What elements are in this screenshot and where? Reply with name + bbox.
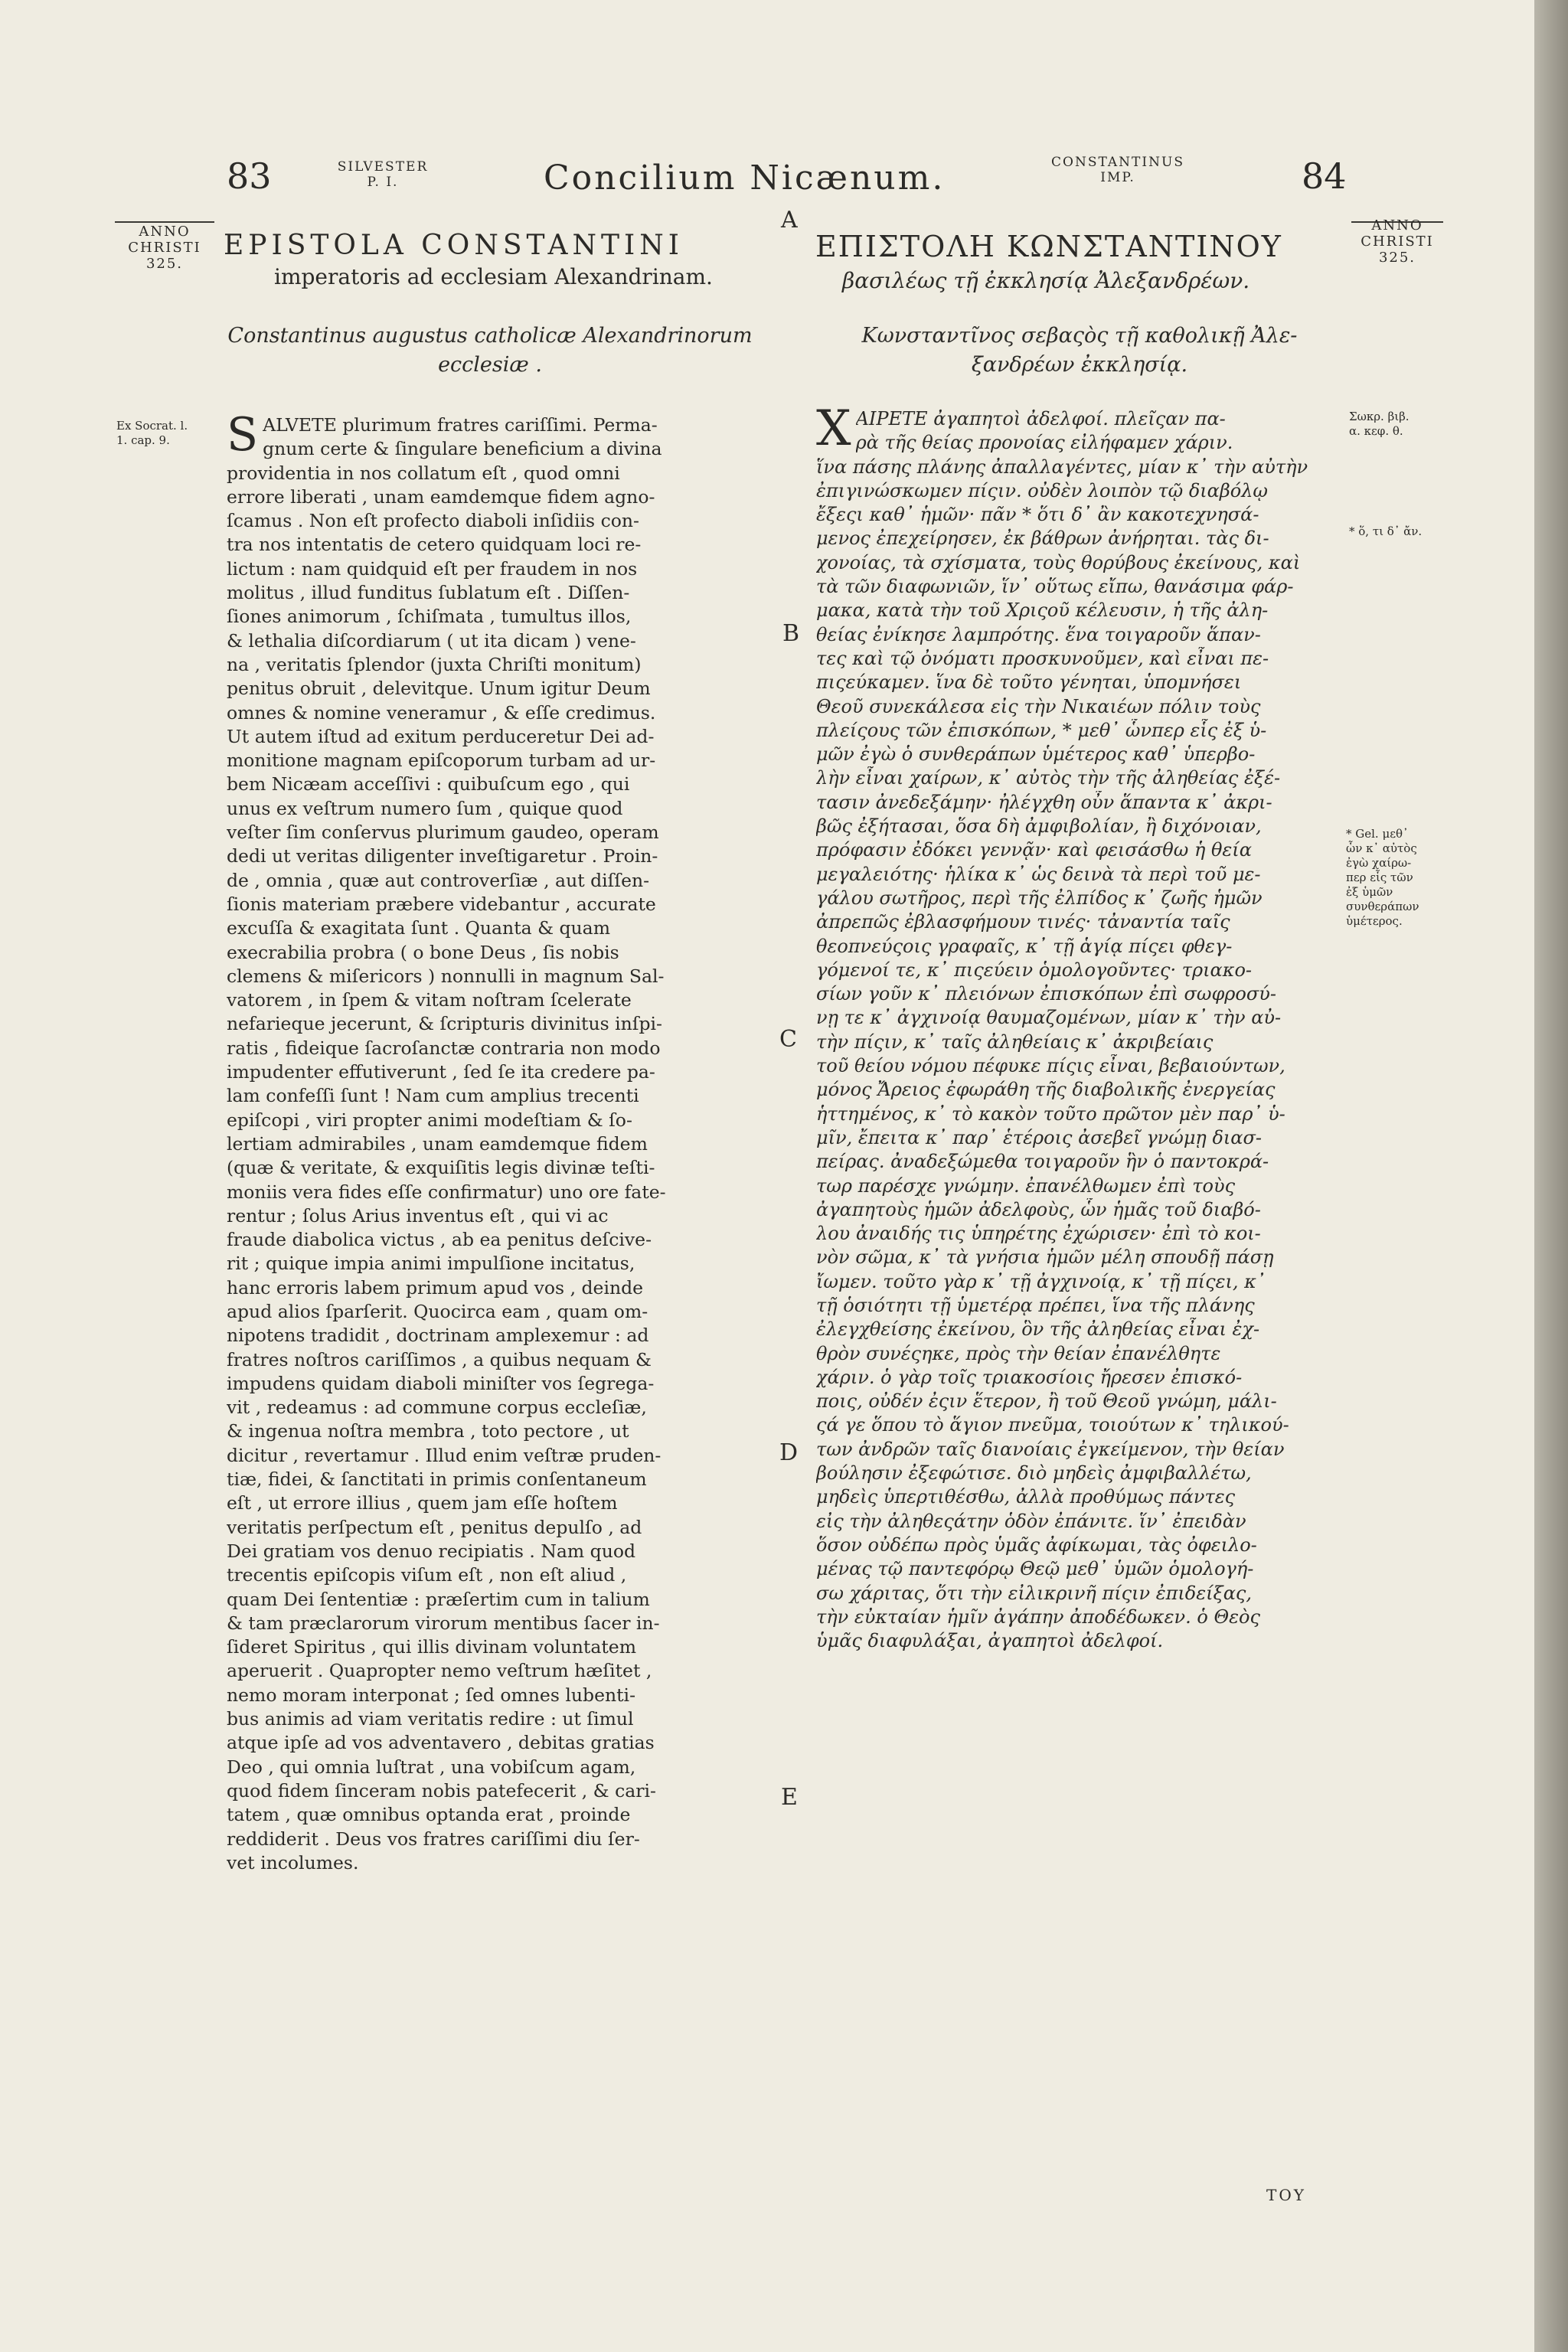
section-letter-b: B [782, 620, 800, 647]
latin-text-line: rentur ; ſolus Arius inventus eſt , qui vi ac [227, 1204, 609, 1227]
greek-text-line: σω χάριτας, ὅτι τὴν εἰλικρινῆ πίςιν ἐπιδείξας, [816, 1582, 1252, 1604]
right-margin-note-2-line: συνθεράπων [1346, 900, 1419, 913]
latin-text-line: ſionis materiam præbere videbantur , accurate [227, 893, 656, 915]
greek-text-line: μένας τῷ παντεφόρῳ Θεῷ μεθ᾽ ὑμῶν ὁμολογή- [816, 1558, 1254, 1580]
greek-text-line: μηδεὶς ὑπερτιθέσθω, ἀλλὰ προθύμως πάντες [816, 1486, 1236, 1508]
latin-dropcap: S [227, 408, 259, 462]
greek-text-line: πείρας. ἀναδεξώμεθα τοιγαροῦν ἣν ὁ παντοκρά- [816, 1151, 1269, 1173]
right-margin-note-2-line: περ εἷς τῶν [1346, 871, 1413, 884]
left-running-head-bottom: P. I. [367, 175, 399, 190]
right-anno-line: CHRISTI [1361, 234, 1434, 250]
greek-text-line: ρὰ τῆς θείας προνοίας εἰλήφαμεν χάριν. [855, 432, 1233, 454]
greek-text-line: λὴν εἶναι χαίρων, κ᾽ αὐτὸς τὴν τῆς ἀληθείας ἐξέ- [816, 767, 1281, 789]
latin-text-line: moniis vera fides eſſe confirmatur) uno ore fate- [227, 1181, 666, 1203]
greek-text-line: γάλου σωτῆρος, περὶ τῆς ἐλπίδος κ᾽ ζωῆς ἡμῶν [816, 887, 1263, 909]
latin-text-line: & tam præclarorum virorum mentibus ſacer in- [227, 1612, 660, 1634]
latin-text-line: na , veritatis ſplendor (juxta Chriſti monitum) [227, 653, 642, 675]
greek-text-line: μεγαλειότης· ἡλίκα κ᾽ ὡς δεινὰ τὰ περὶ τοῦ με- [816, 863, 1261, 885]
latin-text-line: nefarieque jecerunt, & ſcripturis divinitus inſpi- [227, 1013, 662, 1035]
right-margin-note-1: * ὅ, τι δ᾽ ἄν. [1349, 524, 1423, 538]
greek-text-line: ἀγαπητοὺς ἡμῶν ἀδελφοὺς, ὧν ἡμᾶς τοῦ διαβό- [816, 1198, 1261, 1220]
left-margin-source-line: Ex Socrat. l. [116, 419, 188, 433]
latin-text-line: fratres noſtros cariſſimos , a quibus nequam & [227, 1348, 652, 1370]
latin-text-line: monitione magnam epiſcoporum turbam ad ur- [227, 750, 656, 772]
greek-text-line: τῇ ὁσιότητι τῇ ὑμετέρᾳ πρέπει, ἵνα τῆς πλάνης [816, 1294, 1255, 1316]
right-running-head-bottom: IMP. [1100, 170, 1135, 185]
latin-text-line: execrabilia probra ( o bone Deus , ſis nobis [227, 941, 619, 963]
latin-text-line: quod fidem ſinceram nobis patefecerit , & cari- [227, 1779, 656, 1802]
greek-text-line: θείας ἐνίκησε λαμπρότης. ἕνα τοιγαροῦν ἅπαν- [816, 623, 1261, 645]
left-running-head-top: SILVESTER [337, 159, 429, 175]
latin-text-line: de , omnia , quæ aut controverſiæ , aut diſſen- [227, 869, 650, 891]
latin-text-line: ALVETE plurimum fratres cariſſimi. Perma- [263, 414, 658, 436]
greek-text-line: ἐλεγχθείσης ἐκείνου, ὃν τῆς ἀληθείας εἶναι ἐχ- [816, 1318, 1260, 1341]
greek-text-line: πρόφασιν ἐδόκει γεννᾷν· καὶ φεισάσθω ἡ θεία [816, 839, 1252, 861]
latin-text-line: lictum : nam quidquid eſt per fraudem in nos [227, 557, 638, 580]
latin-text-line: errore liberati , unam eamdemque fidem agno- [227, 485, 655, 508]
latin-text-line: ſideret Spiritus , qui illis divinam voluntatem [227, 1636, 636, 1658]
greek-text-line: τωρ παρέσχε γνώμην. ἐπανέλθωμεν ἐπὶ τοὺς [816, 1174, 1236, 1197]
greek-text-line: ὑμᾶς διαφυλάξαι, ἀγαπητοὶ ἀδελφοί. [816, 1630, 1164, 1652]
latin-address [214, 322, 766, 380]
greek-text-line: ἡττημένος, κ᾽ τὸ κακὸν τοῦτο πρῶτον μὲν παρ᾽ ὑ- [816, 1102, 1285, 1125]
latin-text-line: ſcamus . Non eſt profecto diaboli inſidiis con- [227, 510, 639, 532]
latin-text-line: aperuerit . Quapropter nemo veſtrum hæſitet , [227, 1660, 652, 1682]
right-margin-note-2-line: ὧν κ᾽ αὐτὸς [1346, 841, 1417, 855]
latin-heading: EPISTOLA CONSTANTINI [224, 230, 684, 261]
greek-text-line: μόνος Ἄρειος ἐφωράθη τῆς διαβολικῆς ἐνεργείας [816, 1079, 1276, 1101]
right-margin-source-line: Σωκρ. βιβ. [1349, 410, 1410, 423]
latin-text-line: providentia in nos collatum eſt , quod omni [227, 462, 620, 484]
greek-address [812, 322, 1348, 380]
right-anno-line: ANNO [1371, 217, 1423, 234]
latin-text-line: & lethalia diſcordiarum ( ut ita dicam ) vene- [227, 629, 636, 652]
greek-text-line: πλείςους τῶν ἐπισκόπων, * μεθ᾽ ὧνπερ εἷς ἐξ ὑ- [816, 719, 1267, 741]
greek-text-line: νῃ τε κ᾽ ἀγχινοίᾳ θαυμαζομένων, μίαν κ᾽ τὴν αὐ- [816, 1007, 1282, 1029]
latin-text-line: apud alios ſparſerit. Quocirca eam , quam om- [227, 1300, 648, 1322]
latin-text-line: reddiderit . Deus vos fratres cariſſimi diu ſer- [227, 1828, 640, 1850]
greek-text-line: θεοπνεύςοις γραφαῖς, κ᾽ τῇ ἁγίᾳ πίςει φθεγ- [816, 935, 1233, 957]
right-margin-note-2-line: ἐγὼ χαίρω- [1346, 856, 1412, 870]
greek-text-line: πιςεύκαμεν. ἵνα δὲ τοῦτο γένηται, ὑπομνήσει [816, 671, 1242, 694]
latin-text-line: dicitur , revertamur . Illud enim veſtræ pruden- [227, 1444, 662, 1466]
right-running-head [1034, 155, 1202, 185]
right-page-number: 84 [1302, 155, 1347, 197]
latin-text-line: trecentis epiſcopis viſum eſt , non eſt aliud , [227, 1564, 627, 1586]
greek-address-line: ξανδρέων ἐκκλησίᾳ. [971, 353, 1188, 377]
latin-text-line: atque ipſe ad vos adventavero , debitas gratias [227, 1732, 655, 1754]
running-title: Concilium Nicænum. [544, 158, 946, 198]
greek-heading: ΕΠΙΣΤΟΛΗ ΚΩΝΣΤΑΝΤΙΝΟΥ [815, 230, 1282, 263]
latin-text-line: vit , redeamus : ad commune corpus eccleſiæ, [227, 1396, 647, 1419]
latin-address-line: ecclesiæ . [438, 353, 542, 377]
left-anno [115, 224, 214, 272]
greek-text-line: χονοίας, τὰ σχίσματα, τοὺς θορύβους ἐκείνους, καὶ [816, 551, 1301, 573]
latin-text-line: molitus , illud funditus ſublatum eſt . Diſſen- [227, 582, 630, 604]
greek-text-line: μῶν ἐγὼ ὁ συνθεράπων ὑμέτερος καθ᾽ ὑπερβο- [816, 743, 1256, 766]
latin-text-line: tatem , quæ omnibus optanda erat , proinde [227, 1804, 631, 1826]
latin-text-line: ratis , fideique ſacroſanctæ contraria non modo [227, 1037, 661, 1059]
latin-text-line: gnum certe & ſingulare beneficium a divina [263, 438, 662, 460]
greek-text-line: βούλησιν ἐξεφώτισε. διὸ μηδεὶς ἀμφιβαλλέτω, [816, 1462, 1252, 1485]
greek-text-line: ποις, οὐδέν ἐςιν ἕτερον, ἢ τοῦ Θεοῦ γνώμη, μάλι- [816, 1390, 1277, 1413]
right-margin-note-2-line: ἐξ ὑμῶν [1346, 885, 1393, 899]
greek-text-line: ὅσον οὐδέπω πρὸς ὑμᾶς ἀφίκωμαι, τὰς ὀφειλο- [816, 1534, 1257, 1556]
latin-text-line: unus ex veſtrum numero ſum , quique quod [227, 797, 623, 819]
left-anno-line: CHRISTI [128, 240, 201, 256]
latin-text-line: (quæ & veritate, & exquiſitis legis divinæ teſti- [227, 1157, 655, 1179]
right-margin-note-2-line: * Gel. μεθ᾽ [1346, 827, 1409, 841]
latin-text-line: impudenter effutiverunt , ſed ſe ita credere pa- [227, 1061, 655, 1083]
greek-text-line: ἔξεςι καθ᾽ ἡμῶν· πᾶν * ὅτι δ᾽ ἂν κακοτεχνησά- [816, 504, 1259, 526]
latin-text-line: vatorem , in ſpem & vitam noſtram ſcelerate [227, 989, 632, 1011]
greek-dropcap: Χ [816, 400, 851, 457]
greek-text-line: μῖν, ἔπειτα κ᾽ παρ᾽ ἑτέροις ἀσεβεῖ γνώμῃ διασ- [816, 1126, 1262, 1148]
latin-text-line: bus animis ad viam veritatis redire : ut ſimul [227, 1708, 634, 1730]
latin-text-line: dedi ut veritas diligenter inveſtigaretur . Proin- [227, 845, 658, 867]
latin-text-line: tra nos intentatis de cetero quidquam loci re- [227, 534, 642, 556]
section-letter-a: A [781, 207, 798, 234]
latin-text-line: eſt , ut errore illius , quem jam eſſe hoſtem [227, 1492, 618, 1514]
latin-text-line: clemens & miſericors ) nonnulli in magnum Sal- [227, 965, 665, 987]
greek-text-line: ἀπρεπῶς ἐβλασφήμουν τινές· τἀναντία ταῖς [816, 911, 1230, 933]
section-letter-c: C [779, 1026, 797, 1053]
latin-text-line: omnes & nomine veneramur , & eſſe credimus. [227, 701, 656, 724]
latin-text-line: veritatis perſpectum eſt , penitus depulſo , ad [227, 1516, 642, 1538]
latin-address-line: Constantinus augustus catholicæ Alexandrinorum [227, 324, 753, 348]
greek-text-line: εἰς τὴν ἀληθεςάτην ὁδὸν ἐπάνιτε. ἵν᾽ ἐπειδὰν [816, 1510, 1246, 1532]
right-anno-line: 325. [1378, 250, 1416, 266]
left-margin-source-line: 1. cap. 9. [116, 433, 170, 447]
latin-text-line: rit ; quique impia animi impulſione incitatus, [227, 1253, 635, 1275]
latin-body [227, 408, 772, 1875]
right-margin-note-2 [1346, 827, 1419, 929]
latin-text-line: nipotens tradidit , doctrinam amplexemur : ad [227, 1325, 649, 1347]
greek-body [816, 400, 1349, 1653]
greek-text-line: μενος ἐπεχείρησεν, ἐκ βάθρων ἀνήρηται. τὰς δι- [816, 528, 1269, 550]
greek-text-line: τὴν εὐκταίαν ἡμῖν ἀγάπην ἀποδέδωκεν. ὁ Θεὸς [816, 1606, 1260, 1628]
section-letter-e: E [781, 1784, 798, 1811]
latin-text-line: hanc erroris labem primum apud vos , deinde [227, 1276, 644, 1298]
greek-text-line: ἵνα πάσης πλάνης ἀπαλλαγέντες, μίαν κ᾽ τὴν αὐτὴν [816, 456, 1308, 478]
latin-text-line: Deo , qui omnia luſtrat , una vobiſcum agam, [227, 1756, 636, 1778]
latin-text-line: impudens quidam diaboli miniſter vos ſegrega- [227, 1372, 655, 1394]
latin-text-line: nemo moram interponat ; ſed omnes lubenti- [227, 1684, 636, 1706]
catchword: ΤΟΥ [1266, 2186, 1306, 2204]
greek-text-line: των ἀνδρῶν ταῖς διανοίαις ἐγκείμενον, τὴν θείαν [816, 1438, 1285, 1460]
greek-text-line: τασιν ἀνεδεξάμην· ἠλέγχθη οὖν ἅπαντα κ᾽ ἀκρι- [816, 791, 1272, 813]
latin-text-line: ſiones animorum , ſchiſmata , tumultus illos, [227, 606, 632, 628]
greek-text-line: νὸν σῶμα, κ᾽ τὰ γνήσια ἡμῶν μέλη σπουδῇ πάσῃ [816, 1246, 1274, 1269]
latin-text-line: excuſſa & exagitata ſunt . Quanta & quam [227, 917, 610, 939]
greek-text-line: λου ἀναιδής τις ὑπηρέτης ἐχώρισεν· ἐπὶ τὸ κοι- [816, 1223, 1261, 1245]
scan-page-edge [1534, 0, 1568, 2352]
right-margin-source [1349, 410, 1410, 439]
greek-text-line: ἐπιγινώσκωμεν πίςιν. οὐδὲν λοιπὸν τῷ διαβόλῳ [816, 479, 1268, 501]
left-anno-rule [115, 221, 214, 223]
greek-text-line: χάριν. ὁ γὰρ τοῖς τριακοσίοις ἤρεσεν ἐπισκό- [816, 1366, 1243, 1388]
latin-text-line: & ingenua noſtra membra , toto pectore , ut [227, 1420, 629, 1442]
latin-text-line: veſter ſim conſervus plurimum gaudeo, operam [227, 822, 659, 844]
latin-text-line: vet incolumes. [227, 1851, 359, 1873]
latin-text-line: tiæ, fidei, & ſanctitati in primis conſentaneum [227, 1468, 647, 1491]
latin-text-line: Dei gratiam vos denuo recipiatis . Nam quod [227, 1540, 636, 1562]
greek-text-line: ΑΙΡΕΤΕ ἀγαπητοὶ ἀδελφοί. πλεῖςαν πα- [855, 408, 1226, 430]
greek-text-line: τες καὶ τῷ ὀνόματι προσκυνοῦμεν, καὶ εἶναι πε- [816, 647, 1269, 669]
greek-text-line: μακα, κατὰ τὴν τοῦ Χριςοῦ κέλευσιν, ἡ τῆς ἀλη- [816, 599, 1269, 622]
left-anno-line: 325. [145, 256, 184, 272]
right-margin-source-line: α. κεφ. θ. [1349, 424, 1403, 438]
greek-text-line: τοῦ θείου νόμου πέφυκε πίςις εἶναι, βεβαιούντων, [816, 1055, 1285, 1077]
right-running-head-top: CONSTANTINUS [1051, 155, 1184, 170]
left-running-head [337, 159, 429, 190]
greek-subheading: βασιλέως τῇ ἐκκλησίᾳ Ἀλεξανδρέων. [842, 268, 1250, 293]
latin-subheading: imperatoris ad ecclesiam Alexandrinam. [274, 264, 713, 289]
latin-text-line: epiſcopi , viri propter animi modeſtiam & ſo- [227, 1109, 632, 1131]
greek-text-line: ςά γε ὅπου τὸ ἅγιον πνεῦμα, τοιούτων κ᾽ τηλικού- [816, 1414, 1289, 1436]
greek-text-line: γόμενοί τε, κ᾽ πιςεύειν ὁμολογοῦντες· τριακο- [816, 959, 1253, 981]
right-anno [1351, 217, 1443, 266]
greek-text-line: ἴωμεν. τοῦτο γὰρ κ᾽ τῇ ἀγχινοίᾳ, κ᾽ τῇ πίςει, κ᾽ [816, 1270, 1266, 1292]
left-margin-source [116, 419, 188, 448]
greek-text-line: Θεοῦ συνεκάλεσα εἰς τὴν Νικαιέων πόλιν τοὺς [816, 695, 1261, 717]
greek-text-line: σίων γοῦν κ᾽ πλειόνων ἐπισκόπων ἐπὶ σωφροσύ- [816, 983, 1276, 1005]
latin-text-line: Ut autem iſtud ad exitum perduceretur Dei ad- [227, 725, 655, 747]
left-anno-line: ANNO [139, 224, 191, 240]
greek-text-line: τὴν πίςιν, κ᾽ ταῖς ἀληθείαις κ᾽ ἀκριβείαις [816, 1031, 1214, 1053]
latin-text-line: penitus obruit , delevitque. Unum igitur Deum [227, 678, 651, 700]
greek-address-line: Κωνσταντῖνος σεβαςὸς τῇ καθολικῇ Ἀλε- [861, 324, 1298, 348]
latin-text-line: lertiam admirabiles , unam eamdemque fidem [227, 1132, 648, 1155]
latin-text-line: quam Dei ſententiæ : præſertim cum in talium [227, 1588, 650, 1610]
latin-text-line: bem Nicæam acceſſivi : quibuſcum ego , qui [227, 773, 630, 795]
right-margin-note-2-line: ὑμέτερος. [1346, 914, 1403, 928]
greek-text-line: βῶς ἐξήτασαι, ὅσα δὴ ἀμφιβολίαν, ἢ διχόνοιαν, [816, 815, 1262, 838]
left-page-number: 83 [227, 155, 272, 197]
latin-text-line: fraude diabolica victus , ab ea penitus deſcive- [227, 1229, 652, 1251]
latin-text-line: lam confeſſi ſunt ! Nam cum amplius trecenti [227, 1085, 639, 1107]
greek-text-line: τὰ τῶν διαφωνιῶν, ἵν᾽ οὕτως εἴπω, θανάσιμα φάρ- [816, 576, 1294, 598]
section-letter-d: D [779, 1439, 799, 1466]
greek-text-line: θρὸν συνέςηκε, πρὸς τὴν θείαν ἐπανέλθητε [816, 1342, 1221, 1364]
